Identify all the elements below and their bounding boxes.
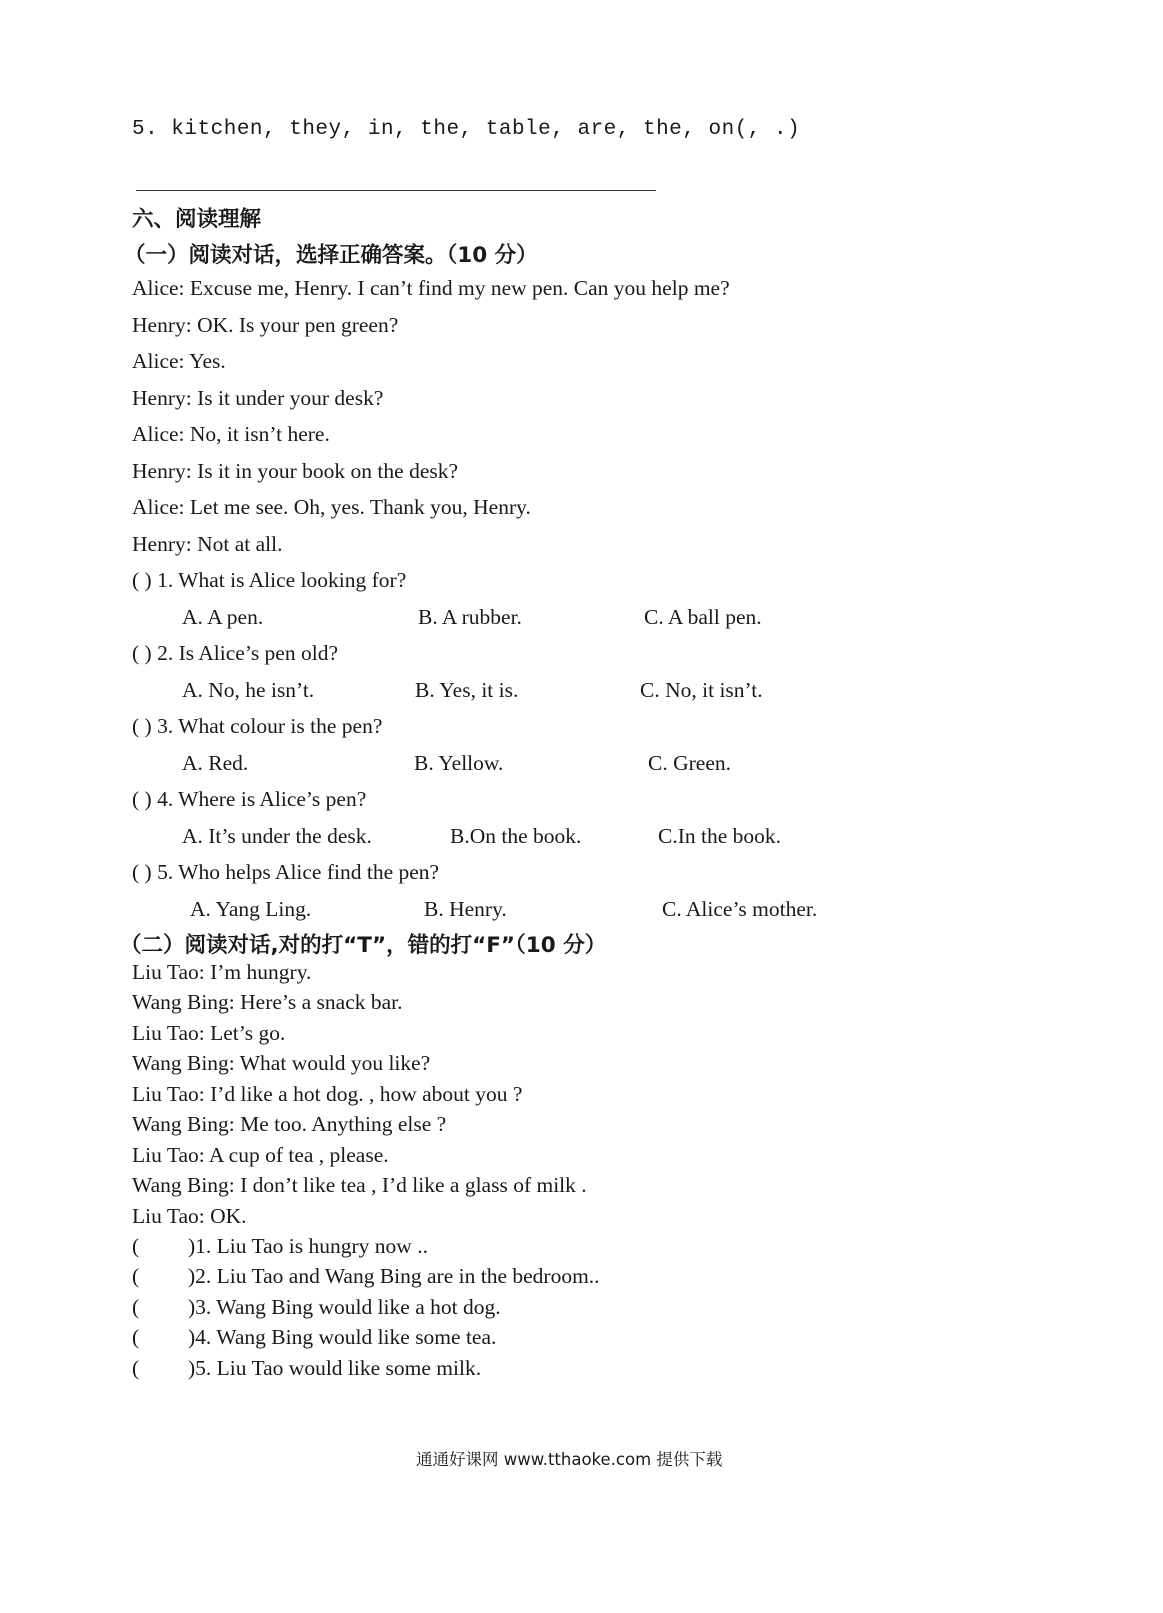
- option-b: B. A rubber.: [418, 605, 522, 629]
- option-a: A. Yang Ling.: [190, 897, 312, 921]
- question-1: ( ) 1. What is Alice looking for?: [132, 568, 407, 592]
- tf-statement-2: )2. Liu Tao and Wang Bing are in the bedroom..: [188, 1264, 600, 1288]
- tf-paren: (: [132, 1264, 140, 1288]
- dialogue-line: Henry: Is it under your desk?: [132, 386, 384, 410]
- option-b: B. Yellow.: [414, 751, 504, 775]
- dialogue-line: Henry: Is it in your book on the desk?: [132, 459, 459, 483]
- dialogue-line: Liu Tao: OK.: [132, 1204, 247, 1228]
- page-footer: 通通好课网 www.tthaoke.com 提供下载: [416, 1450, 723, 1469]
- option-a: A. Red.: [182, 751, 249, 775]
- dialogue-line: Wang Bing: I don’t like tea , I’d like a glass of milk .: [132, 1173, 587, 1197]
- option-c: C. Alice’s mother.: [662, 897, 818, 921]
- dialogue-line: Liu Tao: Let’s go.: [132, 1021, 286, 1045]
- tf-statement-4: )4. Wang Bing would like some tea.: [188, 1325, 497, 1349]
- option-c: C.In the book.: [658, 824, 782, 848]
- dialogue-line: Wang Bing: Here’s a snack bar.: [132, 990, 403, 1014]
- dialogue-line: Henry: Not at all.: [132, 532, 283, 556]
- dialogue-line: Alice: No, it isn’t here.: [132, 422, 330, 446]
- option-a: A. It’s under the desk.: [182, 824, 372, 848]
- part1-title: （一）阅读对话，选择正确答案。（10 分）: [124, 243, 538, 268]
- option-c: C. A ball pen.: [644, 605, 762, 629]
- tf-paren: (: [132, 1234, 140, 1258]
- tf-statement-3: )3. Wang Bing would like a hot dog.: [188, 1295, 501, 1319]
- answer-line: [136, 190, 656, 191]
- option-a: A. No, he isn’t.: [182, 678, 315, 702]
- dialogue-line: Liu Tao: A cup of tea , please.: [132, 1143, 389, 1167]
- question-5: ( ) 5. Who helps Alice find the pen?: [132, 860, 440, 884]
- dialogue-line: Wang Bing: What would you like?: [132, 1051, 431, 1075]
- tf-statement-5: )5. Liu Tao would like some milk.: [188, 1356, 482, 1380]
- option-c: C. Green.: [648, 751, 731, 775]
- dialogue-line: Liu Tao: I’m hungry.: [132, 960, 312, 984]
- tf-paren: (: [132, 1325, 140, 1349]
- dialogue-line: Alice: Yes.: [132, 349, 226, 373]
- dialogue-line: Alice: Excuse me, Henry. I can’t find my new pen. Can you help me?: [132, 276, 730, 300]
- option-b: B. Henry.: [424, 897, 507, 921]
- option-b: B.On the book.: [450, 824, 582, 848]
- option-a: A. A pen.: [182, 605, 264, 629]
- tf-paren: (: [132, 1295, 140, 1319]
- tf-statement-1: )1. Liu Tao is hungry now ..: [188, 1234, 428, 1258]
- option-c: C. No, it isn’t.: [640, 678, 763, 702]
- dialogue-line: Wang Bing: Me too. Anything else ?: [132, 1112, 447, 1136]
- question-3: ( ) 3. What colour is the pen?: [132, 714, 383, 738]
- part2-title: （二）阅读对话,对的打“T”，错的打“F”（10 分）: [120, 933, 607, 958]
- dialogue-line: Liu Tao: I’d like a hot dog. , how about you ?: [132, 1082, 523, 1106]
- question-2: ( ) 2. Is Alice’s pen old?: [132, 641, 338, 665]
- dialogue-line: Henry: OK. Is your pen green?: [132, 313, 399, 337]
- option-b: B. Yes, it is.: [415, 678, 519, 702]
- sentence-5: 5. kitchen, they, in, the, table, are, the, on(, .): [132, 118, 801, 141]
- question-4: ( ) 4. Where is Alice’s pen?: [132, 787, 367, 811]
- section-title: 六、阅读理解: [132, 207, 262, 232]
- tf-paren: (: [132, 1356, 140, 1380]
- dialogue-line: Alice: Let me see. Oh, yes. Thank you, Henry.: [132, 495, 531, 519]
